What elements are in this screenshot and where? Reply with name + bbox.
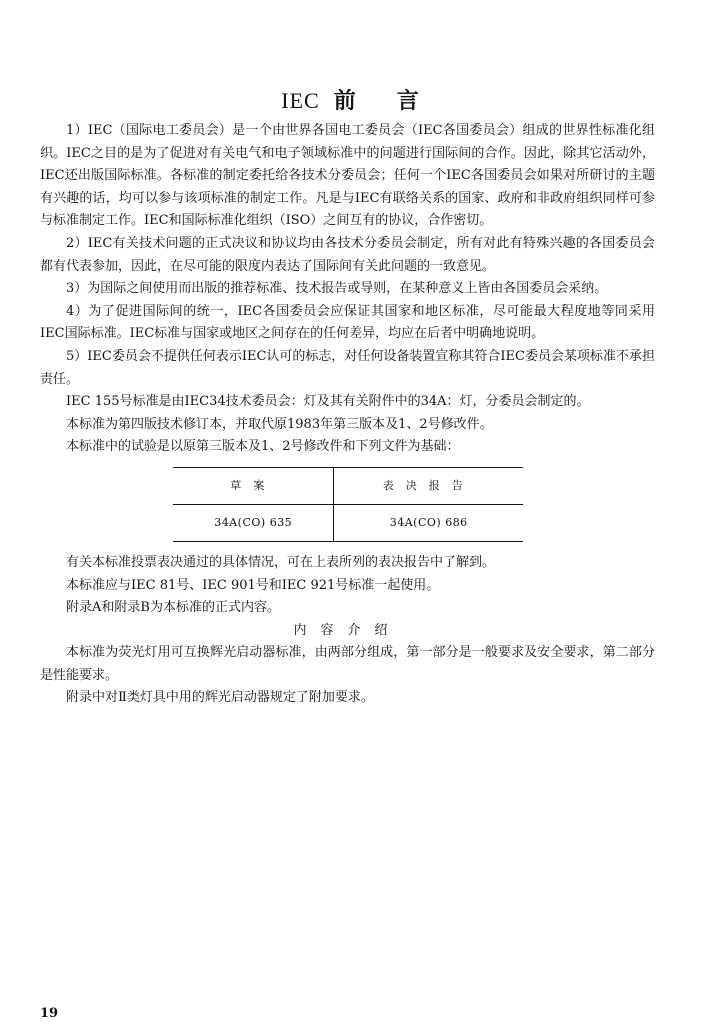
table-header-draft: 草案: [173, 467, 334, 504]
title-prefix: IEC: [281, 88, 320, 113]
document-body: [40, 120, 655, 710]
paragraph-4: 4）为了促进国际间的统一，IEC各国委员会应保证其国家和地区标准，尽可能最大程度地等同采用IEC国际标准。IEC标准与国家或地区之间存在的任何差异，均应在后者中明确地说明。: [40, 303, 655, 342]
paragraph-13: 附录中对Ⅱ类灯具中用的辉光启动器规定了附加要求。: [66, 690, 374, 706]
paragraph-9: 有关本标准投票表决通过的具体情况，可在上表所列的表决报告中了解到。: [66, 554, 496, 570]
document-table-wrapper: [173, 467, 523, 542]
title-word-1: 前: [333, 88, 357, 114]
table-cell-vote-report: 34A(CO) 686: [334, 504, 523, 541]
table-header-vote-report: 表决报告: [334, 467, 523, 504]
paragraph-7: 本标准为第四版技术修订本，并取代原1983年第三版本及1、2号修改件。: [66, 416, 493, 432]
table-cell-draft: 34A(CO) 635: [214, 515, 293, 529]
paragraph-3: 3）为国际之间使用而出版的推荐标准、技术报告或导则，在某种意义上皆由各国委员会采纳。: [66, 281, 608, 297]
paragraph-10: 本标准应与IEC 81号、IEC 901号和IEC 921号标准一起使用。: [66, 577, 440, 593]
table-header-row: [173, 467, 523, 504]
paragraph-5: 5）IEC委员会不提供任何表示IEC认可的标志，对任何设备装置宣称其符合IEC委员会某项标准不承担责任。: [40, 348, 655, 387]
paragraph-11: 附录A和附录B为本标准的正式内容。: [66, 600, 280, 616]
page-title: [0, 84, 701, 115]
paragraph-12: 本标准为荧光灯用可互换辉光启动器标准，由两部分组成，第一部分是一般要求及安全要求，第二部分是性能要求。: [40, 645, 655, 683]
paragraph-8: 本标准中的试验是以原第三版本及1、2号修改件和下列文件为基础：: [66, 439, 460, 455]
paragraph-2: 2）IEC有关技术问题的正式决议和协议均由各技术分委员会制定，所有对此有特殊兴趣的各国委员会都有代表参加，因此，在尽可能的限度内表达了国际间有关此问题的一致意见。: [40, 235, 655, 274]
page-number: 19: [40, 1006, 59, 1021]
paragraph-1: 1）IEC（国际电工委员会）是一个由世界各国电工委员会（IEC各国委员会）组成的世界性标准化组织。IEC之目的是为了促进对有关电气和电子领域标准中的问题进行国际间的合作。因此，除其它活动外，IEC还出版国际标准。各标准的制定委托给各技术分委员会；任何一个IEC各国委员会如果对所研讨的主题有兴趣的话，均可以参与该项标准的制定工作。凡是与IEC有联络关系的国家、政府和非政府组织同样可参与标准制定工作。IEC和国际标准化组织（ISO）之间互有的协议，合作密切。: [40, 123, 655, 229]
table-row: [173, 504, 523, 541]
paragraph-6: IEC 155号标准是由IEC34技术委员会：灯及其有关附件中的34A：灯，分委员会制定的。: [66, 394, 590, 410]
document-table: [173, 467, 523, 542]
title-word-2: 言: [396, 88, 420, 114]
section-heading: 内容介绍: [293, 622, 402, 638]
